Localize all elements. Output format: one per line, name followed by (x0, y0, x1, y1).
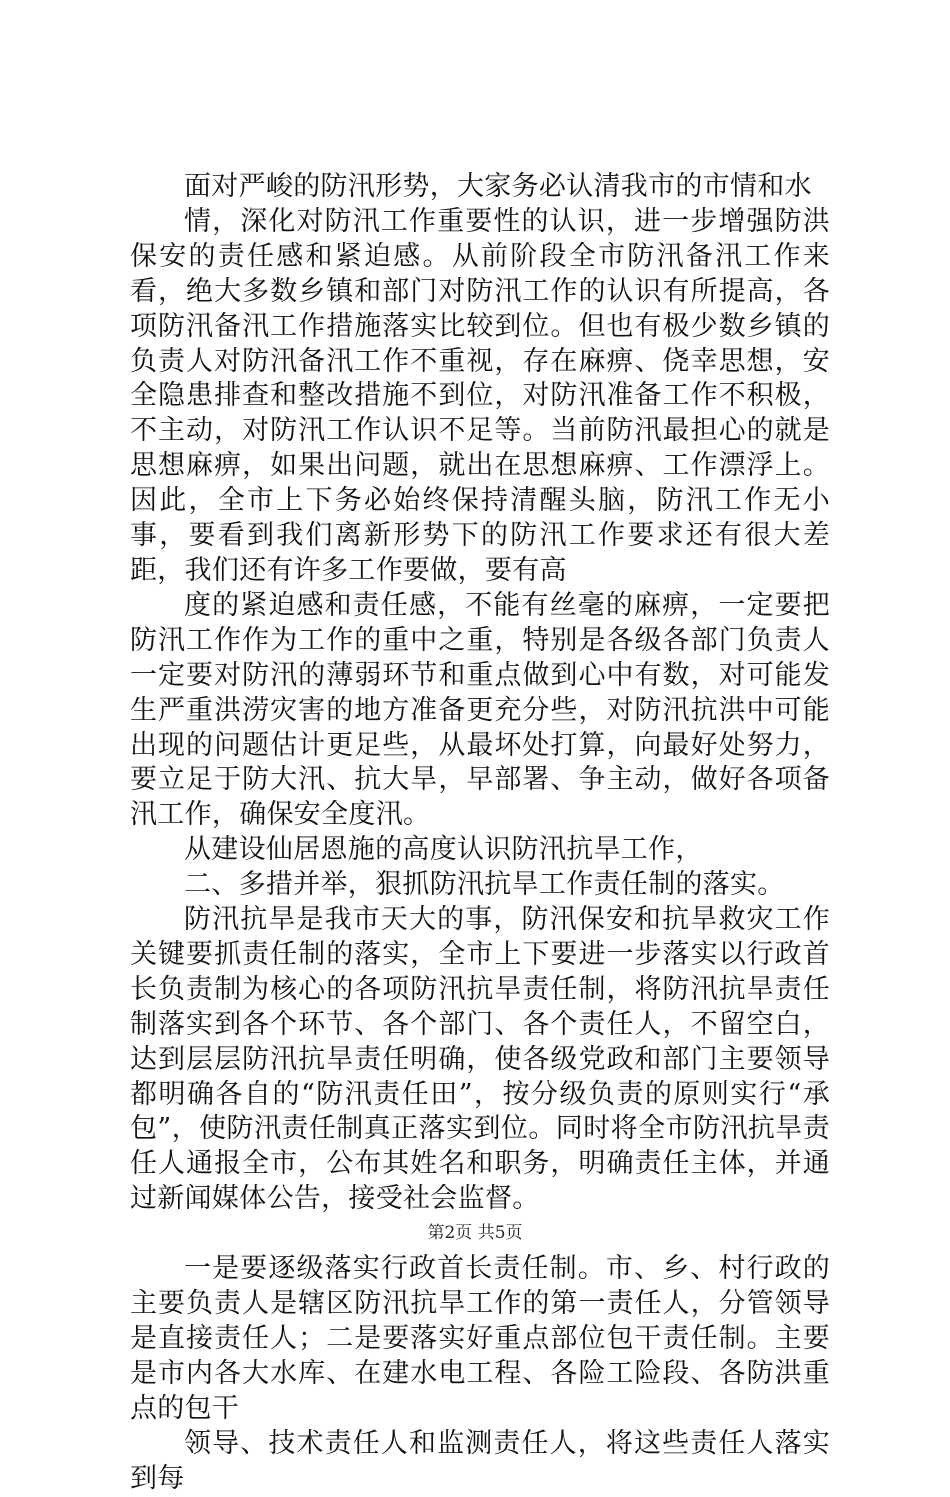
paragraph: 面对严峻的防汛形势，大家务必认清我市的市情和水 (184, 171, 812, 202)
paragraph: 情，深化对防汛工作重要性的认识，进一步增强防洪保安的责任感和紧迫感。从前阶段全市防汛备汛工作来看，绝大多数乡镇和部门对防汛工作的认识有所提高，各项防汛备汛工作措施落实比较到位。但也有极少数乡镇的负责人对防汛备汛工作不重视，存在麻痹、侥幸思想，安全隐患排查和整改措施不到位，对防汛准备工作不积极，不主动，对防汛工作认识不足等。当前防汛最担心的就是思想麻痹，如果出问题，就出在思想麻痹、工作漂浮上。因此，全市上下务必始终保持清醒头脑，防汛工作无小事，要看到我们离新形势下的防汛工作要求还有很大差距，我们还有许多工作要做，要有高 (130, 205, 830, 586)
paragraph: 防汛抗旱是我市天大的事，防汛保安和抗旱救灾工作关键要抓责任制的落实，全市上下要进一步落实以行政首长负责制为核心的各项防汛抗旱责任制，将防汛抗旱责任制落实到各个环节、各个部门、各个责任人，不留空白，达到层层防汛抗旱责任明确，使各级党政和部门主要领导都明确各自的“防汛责任田”，按分级负责的原则实行“承包”，使防汛责任制真正落实到位。同时将全市防汛抗旱责任人通报全市，公布其姓名和职务，明确责任主体，并通过新闻媒体公告，接受社会监督。 (130, 904, 830, 1215)
document-body (130, 170, 830, 1497)
paragraph: 度的紧迫感和责任感，不能有丝毫的麻痹，一定要把防汛工作作为工作的重中之重，特别是各级各部门负责人一定要对防汛的薄弱环节和重点做到心中有数，对可能发生严重洪涝灾害的地方准备更充分些，对防汛抗洪中可能出现的问题估计更足些，从最坏处打算，向最好处努力，要立足于防大汛、抗大旱，早部署、争主动，做好各项备汛工作，确保安全度汛。 (130, 589, 830, 831)
paragraph: 从建设仙居恩施的高度认识防汛抗旱工作， (184, 834, 703, 866)
page-number-footer: 第2页 共5页 (427, 1223, 523, 1243)
section-heading: 二、多措并举，狠抓防汛抗旱工作责任制的落实。 (184, 869, 785, 901)
paragraph: 领导、技术责任人和监测责任人，将这些责任人落实到每 (130, 1427, 830, 1494)
paragraph: 一是要逐级落实行政首长责任制。市、乡、村行政的主要负责人是辖区防汛抗旱工作的第一责任人，分管领导是直接责任人；二是要落实好重点部位包干责任制。主要是市内各大水库、在建水电工程、各险工险段、各防洪重点的包干 (130, 1253, 830, 1424)
